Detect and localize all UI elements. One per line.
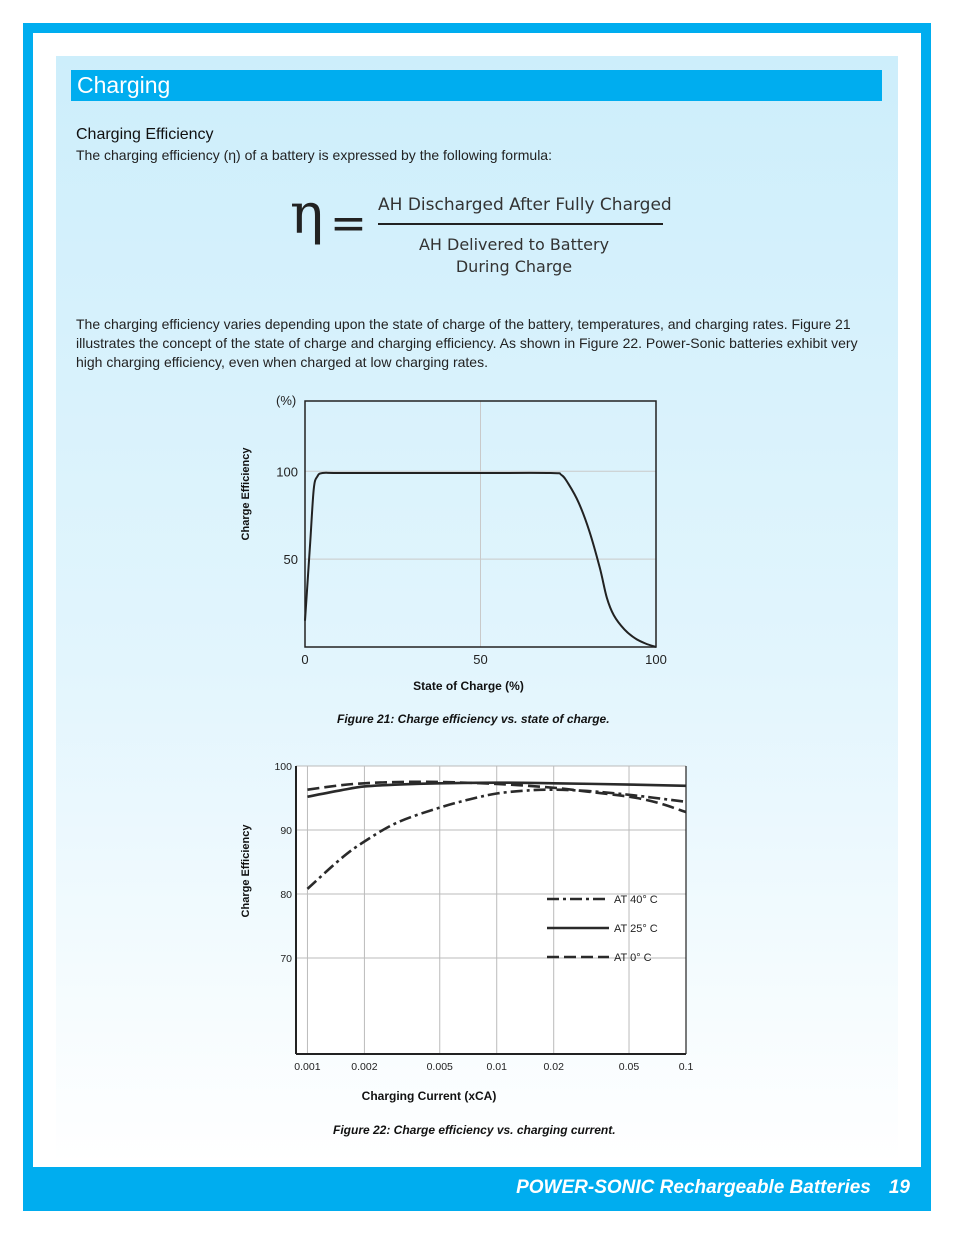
chart1-x-tick-label: 100	[645, 652, 667, 667]
chart2-plot-background	[296, 766, 686, 1054]
page-title: Charging	[77, 72, 171, 98]
chart-charge-efficiency-vs-current	[230, 755, 710, 1110]
chart1-y-tick-label: 50	[283, 552, 298, 568]
chart2-y-tick-label: 90	[280, 825, 292, 837]
page-number: 19	[888, 1177, 910, 1198]
footer-brand: POWER-SONIC Rechargeable Batteries	[516, 1177, 871, 1198]
chart1-grid	[305, 401, 656, 647]
fraction-line	[378, 223, 663, 225]
chart2-x-tick-label: 0.002	[351, 1061, 378, 1073]
formula-numerator: AH Discharged After Fully Charged	[378, 195, 672, 215]
figure-21-caption: Figure 21: Charge efficiency vs. state of charge.	[337, 712, 610, 726]
chart1-x-axis-label: State of Charge (%)	[413, 679, 524, 693]
chart2-y-axis-label: Charge Efficiency	[240, 824, 252, 918]
intro-text: The charging efficiency (η) of a battery is expressed by the following formula:	[76, 147, 552, 163]
equals-sign: =	[330, 198, 367, 249]
efficiency-formula	[290, 182, 672, 285]
chart2-x-ticks	[294, 1061, 693, 1073]
section-title-bar	[71, 70, 882, 101]
chart1-x-tick-label: 0	[301, 652, 309, 667]
chart2-x-tick-label: 0.05	[618, 1061, 640, 1073]
chart1-y-ticks	[276, 464, 298, 567]
chart2-x-tick-label: 0.02	[543, 1061, 564, 1073]
denominator-line-1: AH Delivered to Battery	[418, 235, 610, 254]
chart1-y-axis-label: Charge Efficiency	[240, 447, 252, 541]
chart2-legend-label: AT 40° C	[614, 894, 658, 906]
body-paragraph: The charging efficiency varies depending upon the state of charge of the battery, temperatures, and charging rates. Figure 21 illustrates the concept of the state of charge and charging efficiency. As shown in Figure 22. Power-Sonic batteries exhibit very high charging efficiency, even when charged at low charging rates.	[76, 316, 858, 370]
chart2-y-ticks	[274, 761, 292, 965]
footer	[516, 1177, 910, 1199]
chart1-x-tick-label: 50	[473, 652, 488, 667]
chart1-y-tick-label: 100	[276, 464, 298, 480]
chart2-x-tick-label: 0.1	[678, 1061, 694, 1073]
chart2-legend-label: AT 0° C	[614, 952, 652, 964]
chart2-x-tick-label: 0.005	[426, 1061, 453, 1073]
chart-charge-efficiency-vs-soc	[230, 385, 680, 700]
chart1-x-ticks	[301, 652, 666, 667]
chart1-unit-label: (%)	[276, 393, 297, 408]
figure-22-caption: Figure 22: Charge efficiency vs. charging current.	[333, 1123, 616, 1137]
eta-symbol: η	[290, 182, 324, 247]
chart2-y-tick-label: 100	[274, 761, 292, 773]
chart2-legend-label: AT 25° C	[614, 923, 658, 935]
chart2-y-tick-label: 80	[280, 889, 292, 901]
chart2-x-axis-label: Charging Current (xCA)	[361, 1089, 497, 1103]
section-heading: Charging Efficiency	[76, 126, 214, 143]
chart2-x-tick-label: 0.01	[486, 1061, 507, 1073]
denominator-line-2: During Charge	[455, 257, 573, 276]
chart2-x-tick-label: 0.001	[294, 1061, 321, 1073]
formula-denominator	[378, 234, 650, 278]
chart2-y-tick-label: 70	[280, 953, 292, 965]
